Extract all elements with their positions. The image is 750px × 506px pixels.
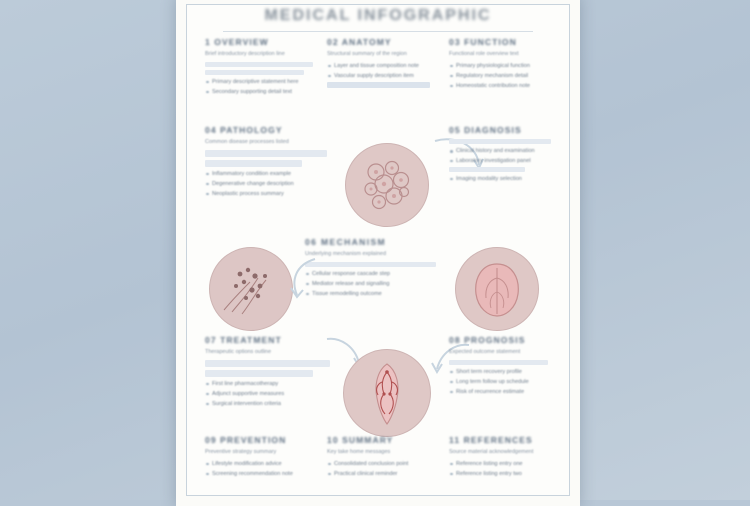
bullet-list	[205, 170, 329, 198]
section-heading: 09 PREVENTION	[205, 435, 287, 445]
section-references	[449, 435, 557, 480]
text-bar	[205, 160, 302, 167]
list-item: Consolidated conclusion point	[327, 460, 439, 468]
section-treatment	[205, 335, 333, 410]
section-heading: 02 ANATOMY	[327, 37, 392, 47]
list-item: Secondary supporting detail text	[205, 88, 317, 96]
text-bar	[205, 70, 304, 75]
text-bar	[327, 82, 430, 88]
bullet-list	[327, 62, 439, 80]
list-item: Screening recommendation note	[205, 470, 317, 478]
bullet-list	[449, 62, 553, 90]
section-heading: 11 REFERENCES	[449, 435, 533, 445]
list-item: Primary physiological function	[449, 62, 553, 70]
section-summary	[327, 435, 439, 480]
section-intro: Source material acknowledgement	[449, 449, 534, 455]
section-overview	[205, 37, 317, 98]
section-intro: Structural summary of the region	[327, 51, 407, 57]
list-item: Homeostatic contribution note	[449, 82, 553, 90]
section-intro: Common disease processes listed	[205, 139, 289, 145]
vascular-structure-icon	[344, 350, 430, 436]
section-heading: 1 OVERVIEW	[205, 37, 269, 47]
section-heading: 03 FUNCTION	[449, 37, 517, 47]
section-diagnosis	[449, 125, 557, 185]
text-bar	[449, 167, 525, 172]
list-item: Short term recovery profile	[449, 368, 557, 376]
section-heading: 06 MECHANISM	[305, 237, 387, 247]
organ-cross-section-icon	[456, 248, 538, 330]
list-item: Adjunct supportive measures	[205, 390, 333, 398]
section-intro: Therapeutic options outline	[205, 349, 272, 355]
poster-frame	[186, 4, 570, 496]
arrow-left	[285, 255, 319, 306]
section-intro: Underlying mechanism explained	[305, 251, 387, 257]
text-bar	[305, 262, 436, 267]
section-heading: 05 DIAGNOSIS	[449, 125, 522, 135]
list-item: Layer and tissue composition note	[327, 62, 439, 70]
section-heading: 04 PATHOLOGY	[205, 125, 283, 135]
list-item: Cellular response cascade step	[305, 270, 441, 278]
text-bar	[205, 62, 313, 67]
list-item: Tissue remodelling outcome	[305, 290, 441, 298]
bullet-list	[327, 460, 439, 478]
bullet-list	[205, 78, 317, 96]
bullet-list	[449, 368, 557, 396]
list-item: Surgical intervention criteria	[205, 400, 333, 408]
text-bar	[449, 139, 551, 144]
list-item: Laboratory investigation panel	[449, 157, 557, 165]
title-divider	[223, 31, 533, 32]
section-intro: Preventive strategy summary	[205, 449, 277, 455]
text-bar	[449, 360, 548, 365]
bullet-list	[449, 147, 557, 165]
list-item: Reference listing entry two	[449, 470, 557, 478]
list-item: Clinical history and examination	[449, 147, 557, 155]
poster-sheet	[176, 0, 580, 506]
section-heading: 08 PROGNOSIS	[449, 335, 526, 345]
section-prevention	[205, 435, 317, 480]
list-item: Long term follow up schedule	[449, 378, 557, 386]
bullet-list	[449, 175, 557, 183]
cell-cluster-icon	[346, 144, 428, 226]
section-intro: Brief introductory description line	[205, 51, 285, 57]
cell-cluster-illustration	[345, 143, 429, 227]
list-item: Lifestyle modification advice	[205, 460, 317, 468]
bullet-list	[205, 380, 333, 408]
curved-arrow-icon	[285, 255, 319, 301]
section-intro: Expected outcome statement	[449, 349, 521, 355]
section-anatomy	[327, 37, 439, 91]
page-title: MEDICAL INFOGRAPHIC	[264, 7, 492, 24]
list-item: Practical clinical reminder	[327, 470, 439, 478]
list-item: Degenerative change description	[205, 180, 329, 188]
list-item: Vascular supply description item	[327, 72, 439, 80]
section-heading: 07 TREATMENT	[205, 335, 282, 345]
bullet-list	[305, 270, 441, 298]
list-item: Primary descriptive statement here	[205, 78, 317, 86]
text-bar	[205, 370, 313, 377]
list-item: Risk of recurrence estimate	[449, 388, 557, 396]
bullet-list	[205, 460, 317, 478]
list-item: Reference listing entry one	[449, 460, 557, 468]
vascular-structure-illustration	[343, 349, 431, 437]
tissue-detail-illustration	[209, 247, 293, 331]
list-item: Inflammatory condition example	[205, 170, 329, 178]
bullet-list	[449, 460, 557, 478]
list-item: Regulatory mechanism detail	[449, 72, 553, 80]
list-item: Mediator release and signalling	[305, 280, 441, 288]
list-item: Neoplastic process summary	[205, 190, 329, 198]
text-bar	[205, 150, 327, 157]
list-item: Imaging modality selection	[449, 175, 557, 183]
list-item: First line pharmacotherapy	[205, 380, 333, 388]
text-bar	[205, 360, 330, 367]
tissue-detail-icon	[210, 248, 292, 330]
section-prognosis	[449, 335, 557, 398]
organ-cross-section-illustration	[455, 247, 539, 331]
section-pathology	[205, 125, 329, 200]
section-heading: 10 SUMMARY	[327, 435, 394, 445]
section-intro: Functional role overview text	[449, 51, 519, 57]
section-mechanism	[305, 237, 441, 300]
section-function	[449, 37, 553, 92]
section-intro: Key take home messages	[327, 449, 391, 455]
